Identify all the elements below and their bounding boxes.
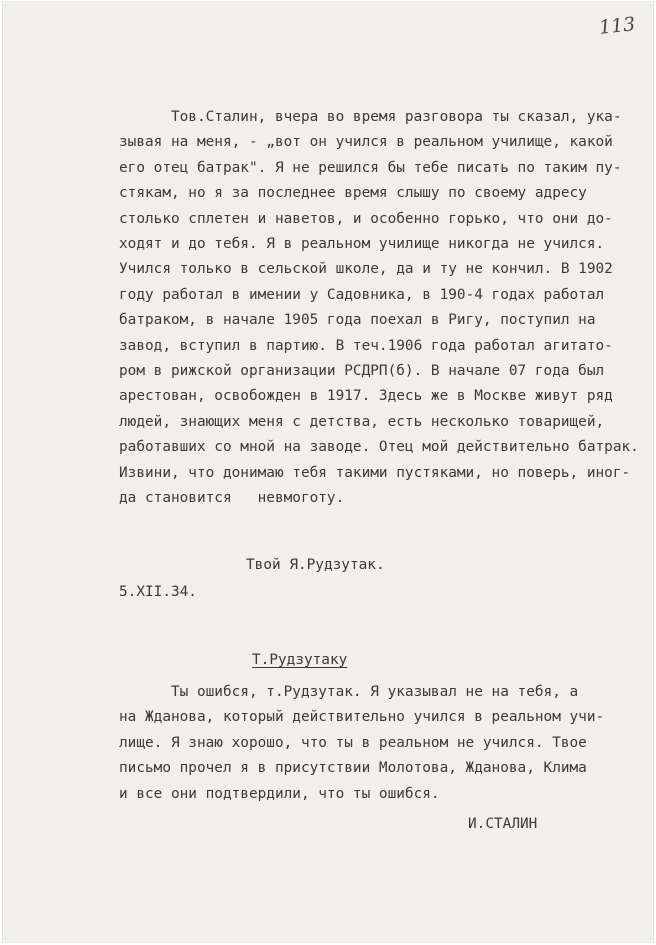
letter-line: работавших со мной на заводе. Отец мой действительно батрак. <box>119 439 639 456</box>
reply-line: и все они подтвердили, что ты ошибся. <box>119 785 440 802</box>
letter-line: столько сплетен и наветов, и особенно горько, что они до- <box>119 210 613 227</box>
reply-line: на Жданова, который действительно учился в реальном учи- <box>119 709 605 726</box>
letter-closing: Твой Я.Рудзутак. <box>246 557 385 573</box>
letter-body <box>119 105 639 512</box>
letter-line: арестован, освобожден в 1917. Здесь же в Москве живут ряд <box>119 388 613 405</box>
letter-line: Тов.Сталин, вчера во время разговора ты сказал, ука- <box>119 109 622 125</box>
letter-line: его отец батрак". Я не решился бы тебе писать по таким пу- <box>119 159 622 176</box>
reply-line: Ты ошибся, т.Рудзутак. Я указывал не на тебя, а <box>119 684 579 700</box>
letter-line: Извини, что донимаю тебя такими пустяками, но поверь, иног- <box>119 464 631 481</box>
letter-line: стякам, но я за последнее время слышу по своему адресу <box>119 185 587 202</box>
reply-line: лище. Я знаю хорошо, что ты в реальном не учился. Твое <box>119 734 587 751</box>
document-page <box>2 1 654 943</box>
letter-line: ходят и до тебя. Я в реальном училище никогда не учился. <box>119 236 605 253</box>
letter-line: зывая на меня, - „вот он учился в реальном училище, какой <box>119 134 613 151</box>
letter-line: завод, вступил в партию. В теч.1906 года работал агитато- <box>119 337 613 354</box>
letter-line: да становится невмоготу. <box>119 490 345 507</box>
letter-line: году работал в имении у Садовника, в 190-4 годах работал <box>119 286 605 303</box>
reply-heading: Т.Рудзутаку <box>252 652 348 668</box>
letter-line: людей, знающих меня с детства, есть несколько товарищей, <box>119 413 605 430</box>
page-number: 113 <box>597 13 637 39</box>
letter-line: ром в рижской организации РСДРП(б). В начале 07 года был <box>119 363 605 380</box>
letter-line: Учился только в сельской школе, да и ту не кончил. В 1902 <box>119 261 613 278</box>
reply-line: письмо прочел я в присутствии Молотова, Жданова, Клима <box>119 760 587 777</box>
letter-line: батраком, в начале 1905 года поехал в Ригу, поступил на <box>119 312 596 329</box>
reply-signature: И.СТАЛИН <box>468 816 538 832</box>
reply-body <box>119 680 604 807</box>
letter-date: 5.XII.34. <box>119 584 197 600</box>
